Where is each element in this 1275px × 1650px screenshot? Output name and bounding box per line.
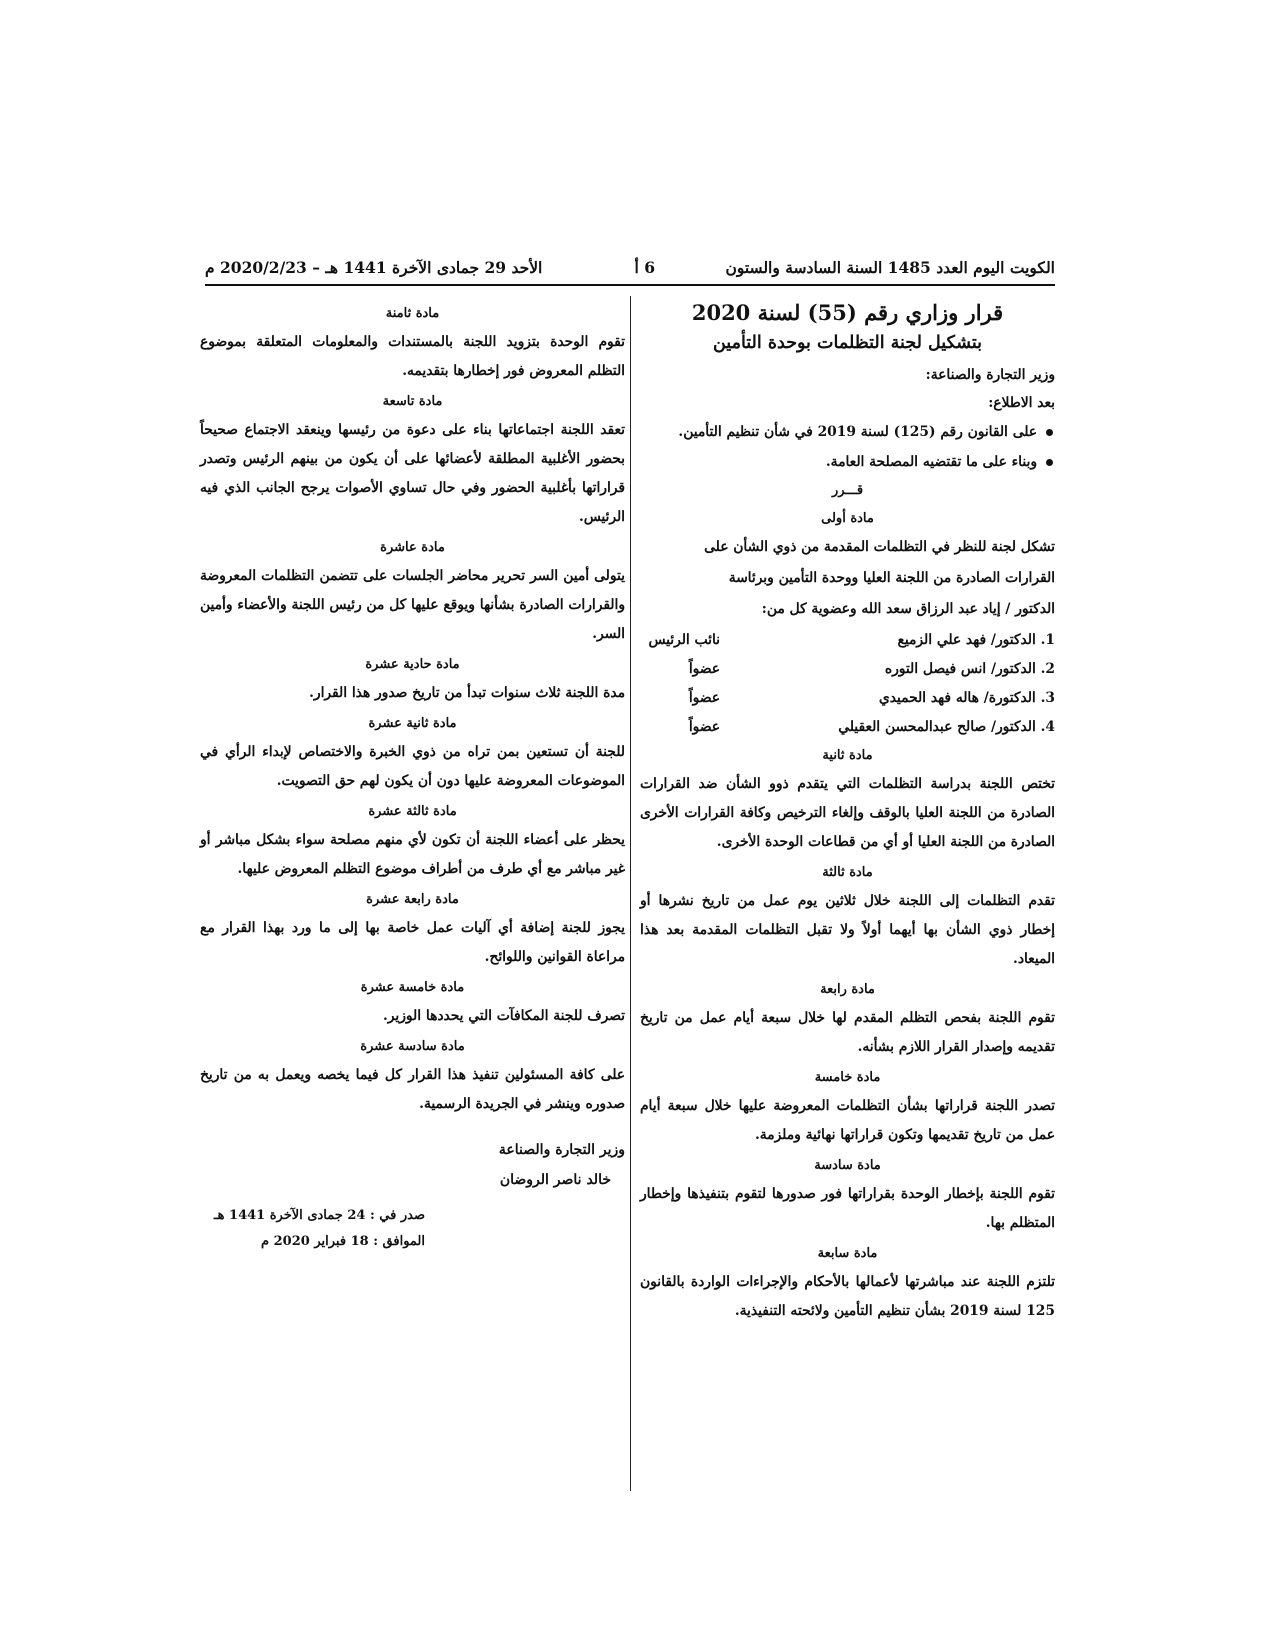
article-line: الدكتور / إياد عبد الرزاق سعد الله وعضوية كل من:	[761, 601, 1055, 617]
header-rule	[205, 284, 1055, 286]
article-heading: مادة ثانية عشرة	[368, 716, 457, 731]
preamble-list	[640, 417, 1055, 477]
left-column	[200, 300, 625, 1255]
article-text: تعقد اللجنة اجتماعاتها بناء على دعوة من رئيسها وينعقد الاجتماع صحيحاً بحضور الأغلبية المطلقة لأعضائها على أن يكون من بينهم الرئيس وتصدر قراراتها بأغلبية الحضور وفي حال تساوي الأصوات يرجح الجانب الذي فيه الرئيس.	[200, 422, 625, 525]
article-heading: مادة ثالثة	[822, 865, 873, 880]
member-role: عضواً	[688, 719, 720, 735]
article-text: تقدم التظلمات إلى اللجنة خلال ثلاثين يوم عمل من تاريخ نشرها أو إخطار ذوي الشأن بها أيهما أولاً ولا تقبل التظلمات المقدمة بعد هذا الميعاد.	[640, 893, 1055, 967]
member-name: 1. الدكتور/ فهد علي الزميع	[897, 632, 1055, 648]
issue-dates	[200, 1203, 625, 1255]
member-name: 4. الدكتور/ صالح عبدالمحسن العقيلي	[838, 719, 1055, 735]
article-heading: مادة حادية عشرة	[365, 657, 460, 672]
article-heading: مادة ثانية	[822, 748, 873, 763]
article-text: للجنة أن تستعين بمن تراه من ذوي الخبرة والاختصاص لإبداء الرأي في الموضوعات المعروضة عليها دون أن يكون لهم حق التصويت.	[200, 744, 625, 789]
decree-subtitle: بتشكيل لجنة التظلمات بوحدة التأمين	[712, 333, 983, 353]
article-text: تلتزم اللجنة عند مباشرتها لأعمالها بالأحكام والإجراءات الواردة بالقانون 125 لسنة 2019 بشأن تنظيم التأمين ولائحته التنفيذية.	[640, 1274, 1055, 1319]
article-heading: مادة خامسة عشرة	[360, 980, 465, 995]
preamble-item: وبناء على ما تقتضيه المصلحة العامة.	[640, 447, 1037, 477]
article-heading: مادة رابعة	[820, 982, 875, 997]
article-heading: مادة ثالثة عشرة	[368, 804, 457, 819]
member-row	[640, 626, 1055, 655]
article-heading: مادة سابعة	[817, 1246, 878, 1261]
page-header	[205, 256, 1055, 286]
after-review: بعد الاطلاع:	[988, 395, 1055, 411]
article-heading: مادة سادسة عشرة	[360, 1039, 465, 1054]
article-text: تختص اللجنة بدراسة التظلمات التي يتقدم ذوو الشأن ضد القرارات الصادرة من اللجنة العليا بالوقف وإلغاء الترخيص وكافة القرارات الأخرى الصادرة من اللجنة العليا أو أي من قطاعات الوحدة الأخرى.	[640, 776, 1055, 850]
decided-heading: قـــرر	[831, 483, 864, 498]
article-line: القرارات الصادرة من اللجنة العليا ووحدة التأمين وبرئاسة	[728, 570, 1055, 586]
member-role: عضواً	[688, 661, 720, 677]
member-row	[640, 655, 1055, 684]
member-name: 2. الدكتور/ انس فيصل التوره	[884, 661, 1055, 677]
article-text: يحظر على أعضاء اللجنة أن تكون لأي منهم مصلحة سواء بشكل مباشر أو غير مباشر مع أي طرف من أطراف موضوع التظلم المعروض عليها.	[200, 832, 625, 877]
member-row	[640, 713, 1055, 742]
signatory-name: خالد ناصر الروضان	[499, 1172, 611, 1188]
article-text: تقوم اللجنة بفحص التظلم المقدم لها خلال سبعة أيام عمل من تاريخ تقديمه وإصدار القرار اللازم بشأنه.	[640, 1010, 1055, 1055]
article-heading: مادة سادسة	[814, 1158, 881, 1173]
article-text: تصدر اللجنة قراراتها بشأن التظلمات المعروضة عليها خلال سبعة أيام عمل من تاريخ تقديمها وتكون قراراتها نهائية وملزمة.	[640, 1098, 1055, 1143]
article-heading: مادة أولى	[821, 511, 874, 526]
right-column	[640, 300, 1055, 1328]
page-number: 6 أ	[634, 258, 655, 277]
corresponding-date: الموافق : 18 فبراير 2020 م	[261, 1234, 425, 1249]
article-text: على كافة المسئولين تنفيذ هذا القرار كل فيما يخصه ويعمل به من تاريخ صدوره وينشر في الجريدة الرسمية.	[200, 1067, 625, 1112]
article-heading: مادة ثامنة	[385, 306, 440, 321]
issue-date: الأحد 29 جمادى الآخرة 1441 هـ – 2020/2/23 م	[205, 258, 543, 277]
article-text: مدة اللجنة ثلاث سنوات تبدأ من تاريخ صدور هذا القرار.	[309, 685, 625, 701]
issued-date: صدر في : 24 جمادى الآخرة 1441 هـ	[213, 1208, 425, 1223]
article-text: تقوم الوحدة بتزويد اللجنة بالمستندات والمعلومات المتعلقة بموضوع التظلم المعروض فور إخطارها بتقديمه.	[200, 334, 625, 379]
member-list	[640, 626, 1055, 742]
member-row	[640, 684, 1055, 713]
article-heading: مادة عاشرة	[380, 540, 445, 555]
article-heading: مادة تاسعة	[382, 394, 443, 409]
column-divider	[630, 296, 631, 1491]
article-text: تقوم اللجنة بإخطار الوحدة بقراراتها فور صدورها لتقوم بتنفيذها وإخطار المتظلم بها.	[640, 1186, 1055, 1231]
article-heading: مادة رابعة عشرة	[366, 892, 459, 907]
signatory-title: وزير التجارة والصناعة	[498, 1142, 625, 1158]
decree-title: قرار وزاري رقم (55) لسنة 2020	[691, 300, 1004, 325]
article-text: يجوز للجنة إضافة أي آليات عمل خاصة بها إلى ما ورد بهذا القرار مع مراعاة القوانين واللوائح.	[200, 920, 625, 965]
article-text: يتولى أمين السر تحرير محاضر الجلسات على تتضمن التظلمات المعروضة والقرارات الصادرة بشأنها ويوقع عليها كل من رئيس اللجنة والأعضاء وأمين السر.	[200, 568, 625, 642]
minister-intro: وزير التجارة والصناعة:	[925, 367, 1055, 383]
preamble-item: على القانون رقم (125) لسنة 2019 في شأن تنظيم التأمين.	[640, 417, 1037, 447]
article-line: تشكل لجنة للنظر في التظلمات المقدمة من ذوي الشأن على	[704, 539, 1055, 555]
article-text: تصرف للجنة المكافآت التي يحددها الوزير.	[383, 1008, 625, 1024]
member-role: عضواً	[688, 690, 720, 706]
gazette-issue: الكويت اليوم العدد 1485 السنة السادسة والستون	[725, 258, 1055, 277]
member-name: 3. الدكتورة/ هاله فهد الحميدي	[878, 690, 1055, 706]
article-heading: مادة خامسة	[814, 1070, 881, 1085]
member-role: نائب الرئيس	[648, 632, 720, 648]
